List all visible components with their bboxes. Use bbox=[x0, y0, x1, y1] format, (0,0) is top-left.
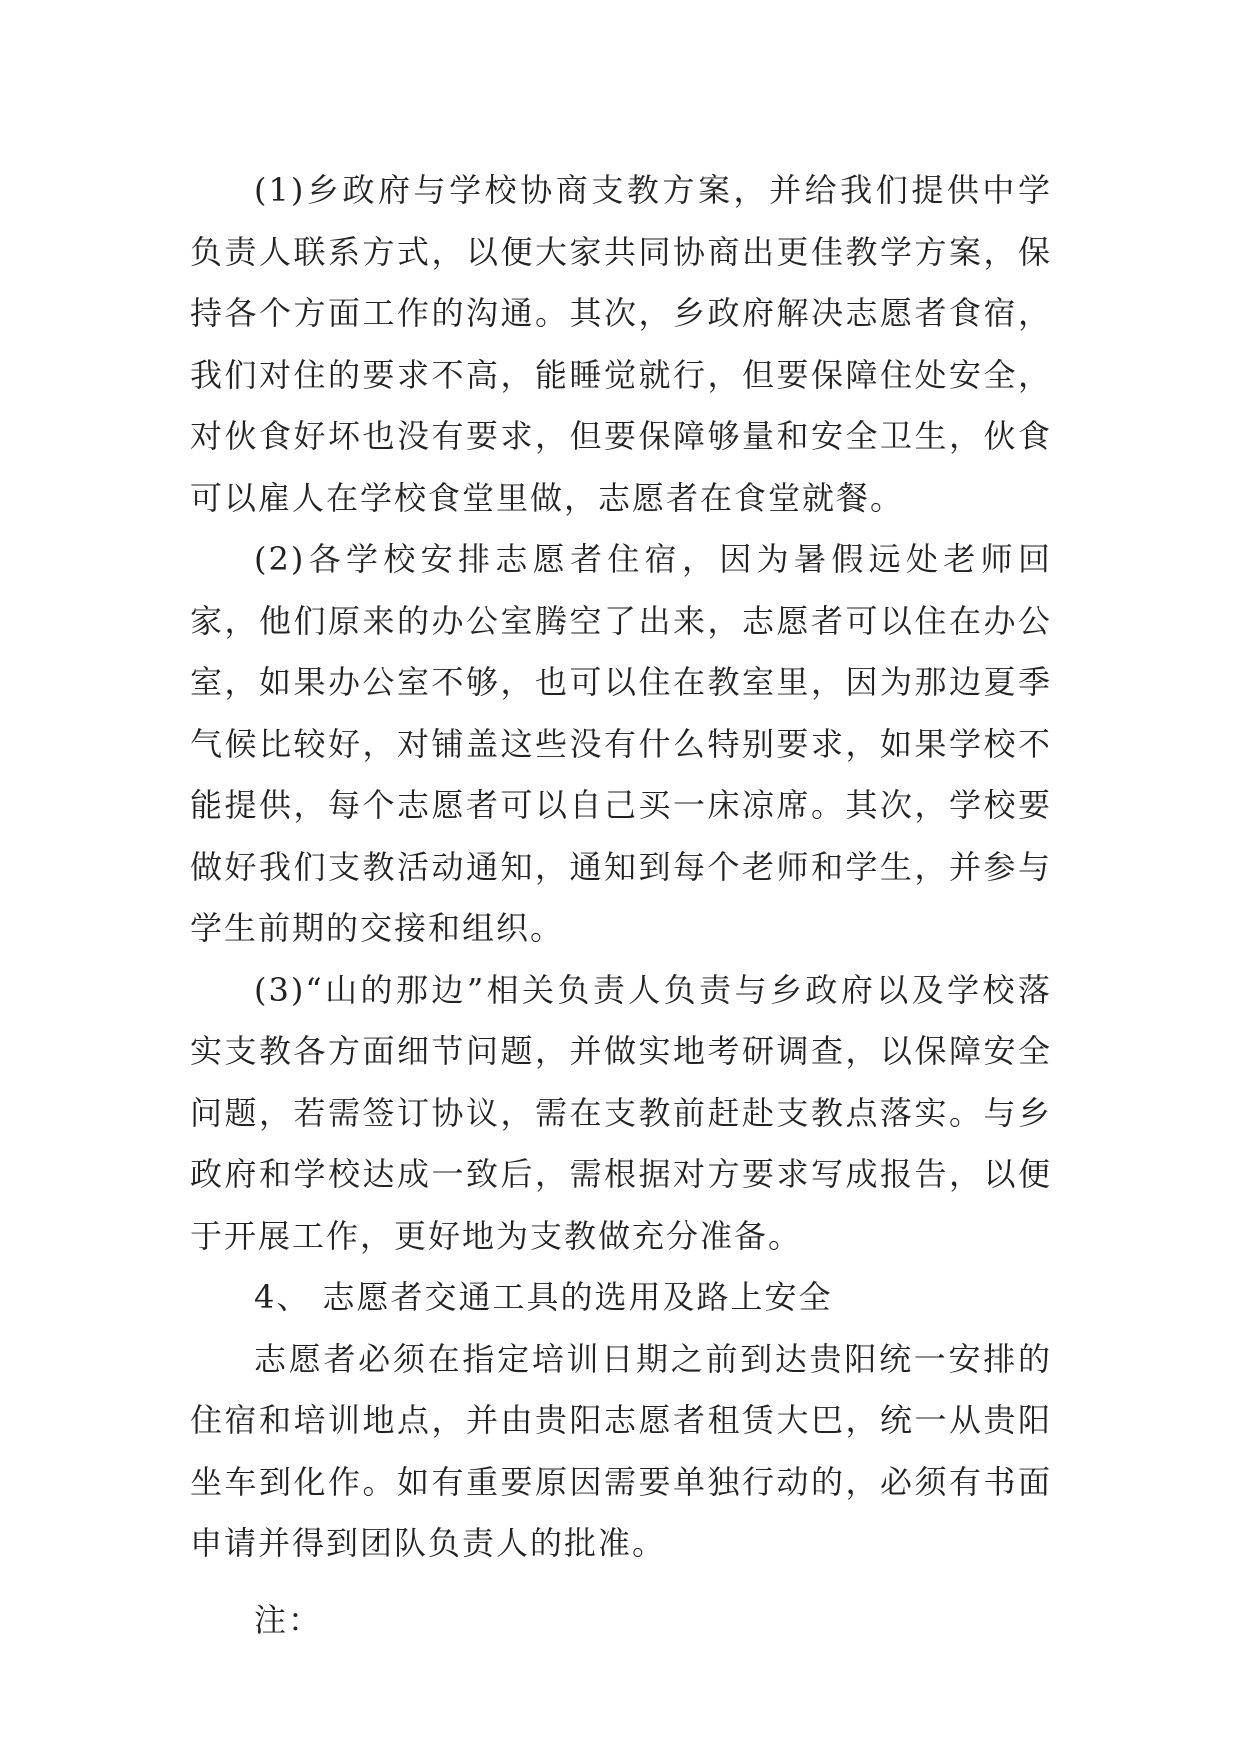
document-body bbox=[190, 160, 1052, 1651]
section-heading-4: 4、 志愿者交通工具的选用及路上安全 bbox=[254, 1278, 833, 1316]
paragraph-item-3: (3)“山的那边”相关负责人负责与乡政府以及学校落实支教各方面细节问题，并做实地考研调查，以保障安全问题，若需签订协议，需在支教前赶赴支教点落实。与乡政府和学校达成一致后，需根据对方要求写成报告，以便于开展工作，更好地为支教做充分准备。 bbox=[190, 970, 1052, 1255]
paragraph-transport: 志愿者必须在指定培训日期之前到达贵阳统一安排的住宿和培训地点，并由贵阳志愿者租赁大巴，统一从贵阳坐车到化作。如有重要原因需要单独行动的，必须有书面申请并得到团队负责人的批准。 bbox=[190, 1339, 1052, 1562]
note-label: 注： bbox=[254, 1600, 323, 1639]
paragraph-item-2: (2)各学校安排志愿者住宿，因为暑假远处老师回家，他们原来的办公室腾空了出来，志愿者可以住在办公室，如果办公室不够，也可以住在教室里，因为那边夏季气候比较好，对铺盖这些没有什么特别要求，如果学校不能提供，每个志愿者可以自己买一床凉席。其次，学校要做好我们支教活动通知，通知到每个老师和学生，并参与学生前期的交接和组织。 bbox=[190, 540, 1052, 947]
paragraph-item-1: (1)乡政府与学校协商支教方案，并给我们提供中学负责人联系方式，以便大家共同协商出更佳教学方案，保持各个方面工作的沟通。其次，乡政府解决志愿者食宿，我们对住的要求不高，能睡觉就行，但要保障住处安全，对伙食好坏也没有要求，但要保障够量和安全卫生，伙食可以雇人在学校食堂里做，志愿者在食堂就餐。 bbox=[190, 171, 1052, 517]
